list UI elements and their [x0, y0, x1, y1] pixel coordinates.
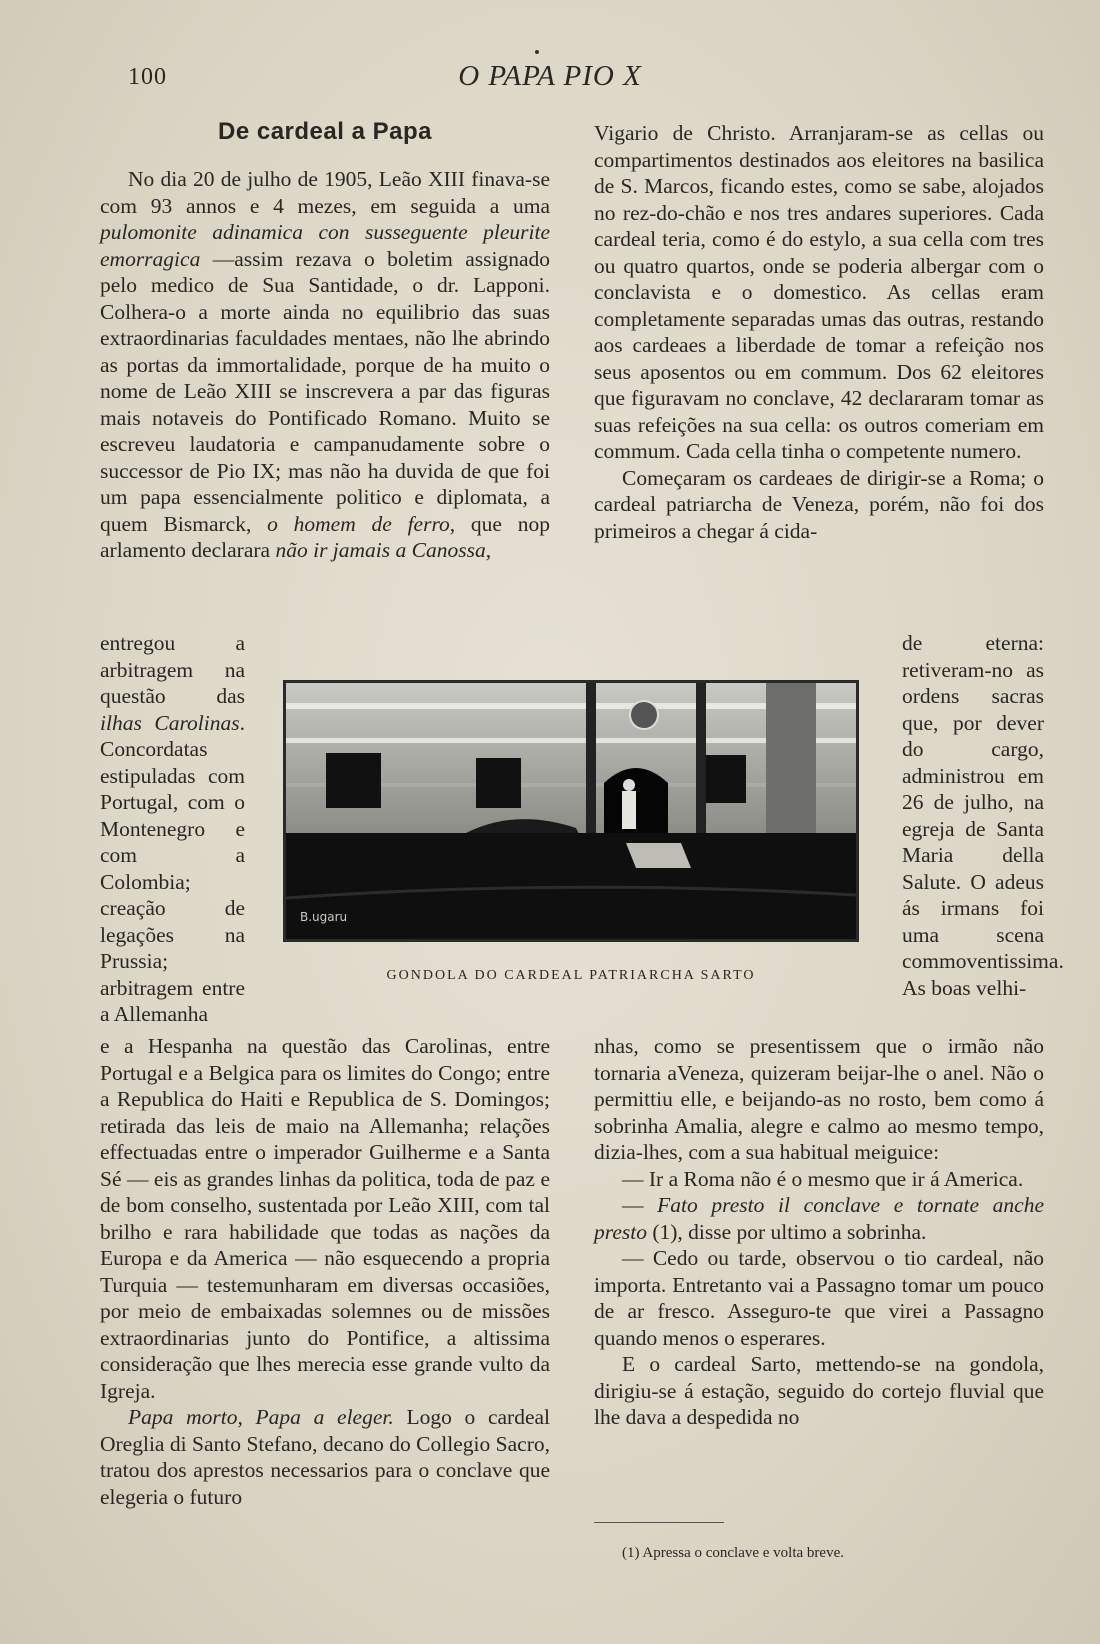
footnote: (1) Apressa o conclave e volta breve.	[622, 1545, 844, 1561]
page-number: 100	[128, 64, 167, 90]
paragraph: — Ir a Roma não é o mesmo que ir á America.	[622, 1166, 1024, 1191]
artist-signature: B.ugaru	[300, 910, 348, 924]
paragraph: nhas, como se presentissem que o irmão não tornaria aVeneza, quizeram beijar-lhe o anel. Não o permittiu elle, e beijando-as no rosto, bem como á sobrinha Amalia, alegre e calmo ao mesmo tempo, dizia-lhes, com a sua habitual meiguice:	[594, 1034, 1044, 1164]
running-title: O PAPA PIO X	[458, 60, 642, 92]
paragraph: — Fato presto il conclave e tornate anche presto (1), disse por ultimo a sobrinha.	[594, 1193, 1045, 1244]
photo-illustration	[286, 683, 856, 939]
left-column-bottom	[100, 1033, 550, 1510]
page-header	[0, 56, 1100, 96]
left-column-top	[100, 166, 550, 564]
left-wrap-text: entregou a arbitragem na questão das ilhas Carolinas. Concordatas estipuladas com Portugal, com o Montenegro e com a Colombia; creação de legações na Prussia; arbitragem entre a Allemanha	[100, 631, 245, 1026]
ink-dot	[535, 50, 539, 54]
figure-caption: GONDOLA DO CARDEAL PATRIARCHA SARTO	[386, 968, 756, 983]
right-wrap-text: de eterna: retiveram-no as ordens sacras que, por dever do cargo, administrou em 26 de julho, na egreja de Santa Maria della Salute. O adeus ás irmans foi uma scena commoventissima. As boas velhi-	[902, 631, 1064, 1000]
paragraph: Vigario de Christo. Arranjaram-se as cellas ou compartimentos destinados aos eleitores na basilica de S. Marcos, ficando estes, como se sabe, alojados no rez-do-chão e nos tres andares superiores. Cada cardeal teria, como é do estylo, a sua cella com tres ou quatro quartos, onde se poderia albergar com o conclavista e o domestico. As cellas eram completamente separadas umas das outras, restando aos cardeaes a liberdade de tomar a refeição nos seus aposentos ou em commum. Dos 62 eleitores que figuravam no conclave, 42 declararam tomar as suas refeições na sua cella: os outros comeriam em commum. Cada cella tinha o competente numero.	[594, 121, 1044, 463]
footnote-divider	[594, 1522, 724, 1523]
paragraph: Começaram os cardeaes de dirigir-se a Roma; o cardeal patriarcha de Veneza, porém, não foi dos primeiros a chegar á cida-	[594, 465, 1044, 543]
right-column-top	[594, 120, 1044, 544]
right-column-bottom	[594, 1033, 1044, 1431]
paragraph: Papa morto, Papa a eleger. Logo o cardeal Oreglia di Santo Stefano, decano do Collegio Sacro, tratou dos aprestos necessarios para o conclave que elegeria o futuro	[100, 1405, 551, 1509]
paragraph: — Cedo ou tarde, observou o tio cardeal, não importa. Entretanto vai a Passagno tomar um pouco de ar fresco. Asseguro-te que virei a Passagno quando menos o esperares.	[594, 1246, 1044, 1350]
paragraph: No dia 20 de julho de 1905, Leão XIII finava-se com 93 annos e 4 mezes, em seguida a uma pulomonite adinamica con susseguente pleurite emorragica —assim rezava o boletim assignado pelo medico de Sua Santidade, o dr. Lapponi. Colhera-o a morte ainda no equilibrio das suas extraordinarias faculdades mentaes, não lhe abrindo as portas da immortalidade, porque de ha muito o nome de Leão XIII se inscrevera a par das figuras mais notaveis do Pontificado Romano. Muito se escreveu laudatoria e campanudamente sobre o successor de Pio IX; mas não ha duvida de que foi um papa essencialmente politico e diplomata, a quem Bismarck, o homem de ferro, que nop arlamento declarara não ir jamais a Canossa,	[100, 167, 551, 562]
gondola-photograph	[283, 680, 859, 942]
section-title: De cardeal a Papa	[218, 118, 432, 145]
paragraph: e a Hespanha na questão das Carolinas, entre Portugal e a Belgica para os limites do Congo; entre a Republica do Haiti e Republica de S. Domingos; retirada das leis de maio na Allemanha; relações effectuadas entre o imperador Guilherme e a Santa Sé — eis as grandes linhas da politica, toda de paz e de bom conselho, sustentada por Leão XIII, com tal brilho e rara habilidade que todas as nações da Europa e da America — não esquecendo a propria Turquia — testemunharam em diversas occasiões, por meio de embaixadas solemnes ou de missões extraordinarias junto do Pontifice, a altissima consideração que lhes merecia esse grande vulto da Igreja.	[100, 1034, 550, 1403]
paragraph: E o cardeal Sarto, mettendo-se na gondola, dirigiu-se á estação, seguido do cortejo fluvial que lhe dava a despedida no	[594, 1352, 1044, 1429]
